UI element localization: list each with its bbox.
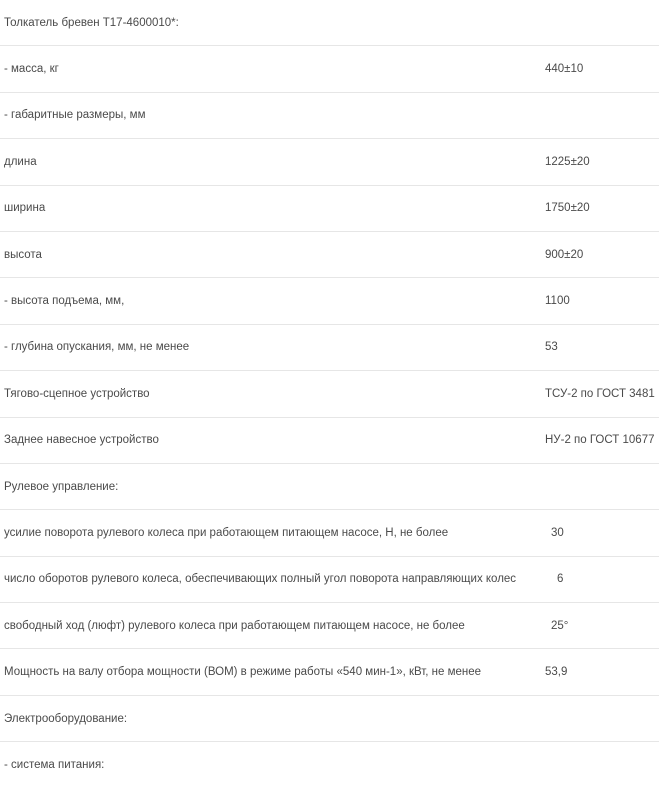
- row-value: 6: [557, 573, 564, 586]
- table-row: [0, 418, 659, 464]
- table-row: [0, 46, 659, 92]
- row-label: - система питания:: [4, 759, 105, 772]
- table-row: [0, 696, 659, 742]
- row-label: - габаритные размеры, мм: [4, 109, 146, 122]
- table-row: [0, 649, 659, 695]
- row-value: 53: [545, 341, 558, 354]
- row-label: Тягово-сцепное устройство: [4, 387, 150, 400]
- row-label: - глубина опускания, мм, не менее: [4, 341, 190, 354]
- row-label: Рулевое управление:: [4, 480, 119, 493]
- table-row: [0, 139, 659, 185]
- row-label: свободный ход (люфт) рулевого колеса при работающем питающем насосе, не более: [4, 619, 465, 632]
- table-row: [0, 93, 659, 139]
- row-label: Толкатель бревен Т17-4600010*:: [4, 16, 179, 29]
- row-value: НУ-2 по ГОСТ 10677: [545, 434, 655, 447]
- row-value: 900±20: [545, 248, 584, 261]
- row-label: число оборотов рулевого колеса, обеспечивающих полный угол поворота направляющих колес: [4, 573, 517, 586]
- row-value: 1750±20: [545, 202, 590, 215]
- row-label: усилие поворота рулевого колеса при работающем питающем насосе, Н, не более: [4, 526, 449, 539]
- table-row: [0, 510, 659, 556]
- table-row: [0, 557, 659, 603]
- table-row: [0, 0, 659, 46]
- row-label: ширина: [4, 202, 46, 215]
- table-row: [0, 742, 659, 788]
- table-row: [0, 371, 659, 417]
- row-label: длина: [4, 155, 37, 168]
- row-label: Электрооборудование:: [4, 712, 128, 725]
- row-value: ТСУ-2 по ГОСТ 3481: [545, 387, 655, 400]
- table-row: [0, 278, 659, 324]
- table-row: [0, 232, 659, 278]
- table-row: [0, 325, 659, 371]
- row-label: высота: [4, 248, 42, 261]
- table-row: [0, 464, 659, 510]
- row-label: - высота подъема, мм,: [4, 295, 125, 308]
- row-value: 53,9: [545, 666, 568, 679]
- row-value: 25°: [551, 619, 569, 632]
- row-label: - масса, кг: [4, 63, 59, 76]
- table-row: [0, 186, 659, 232]
- row-value: 30: [551, 526, 564, 539]
- table-row: [0, 603, 659, 649]
- row-label: Заднее навесное устройство: [4, 434, 159, 447]
- row-value: 1100: [545, 295, 570, 308]
- row-value: 1225±20: [545, 155, 590, 168]
- row-value: 440±10: [545, 63, 584, 76]
- row-label: Мощность на валу отбора мощности (ВОМ) в режиме работы «540 мин-1», кВт, не менее: [4, 666, 482, 679]
